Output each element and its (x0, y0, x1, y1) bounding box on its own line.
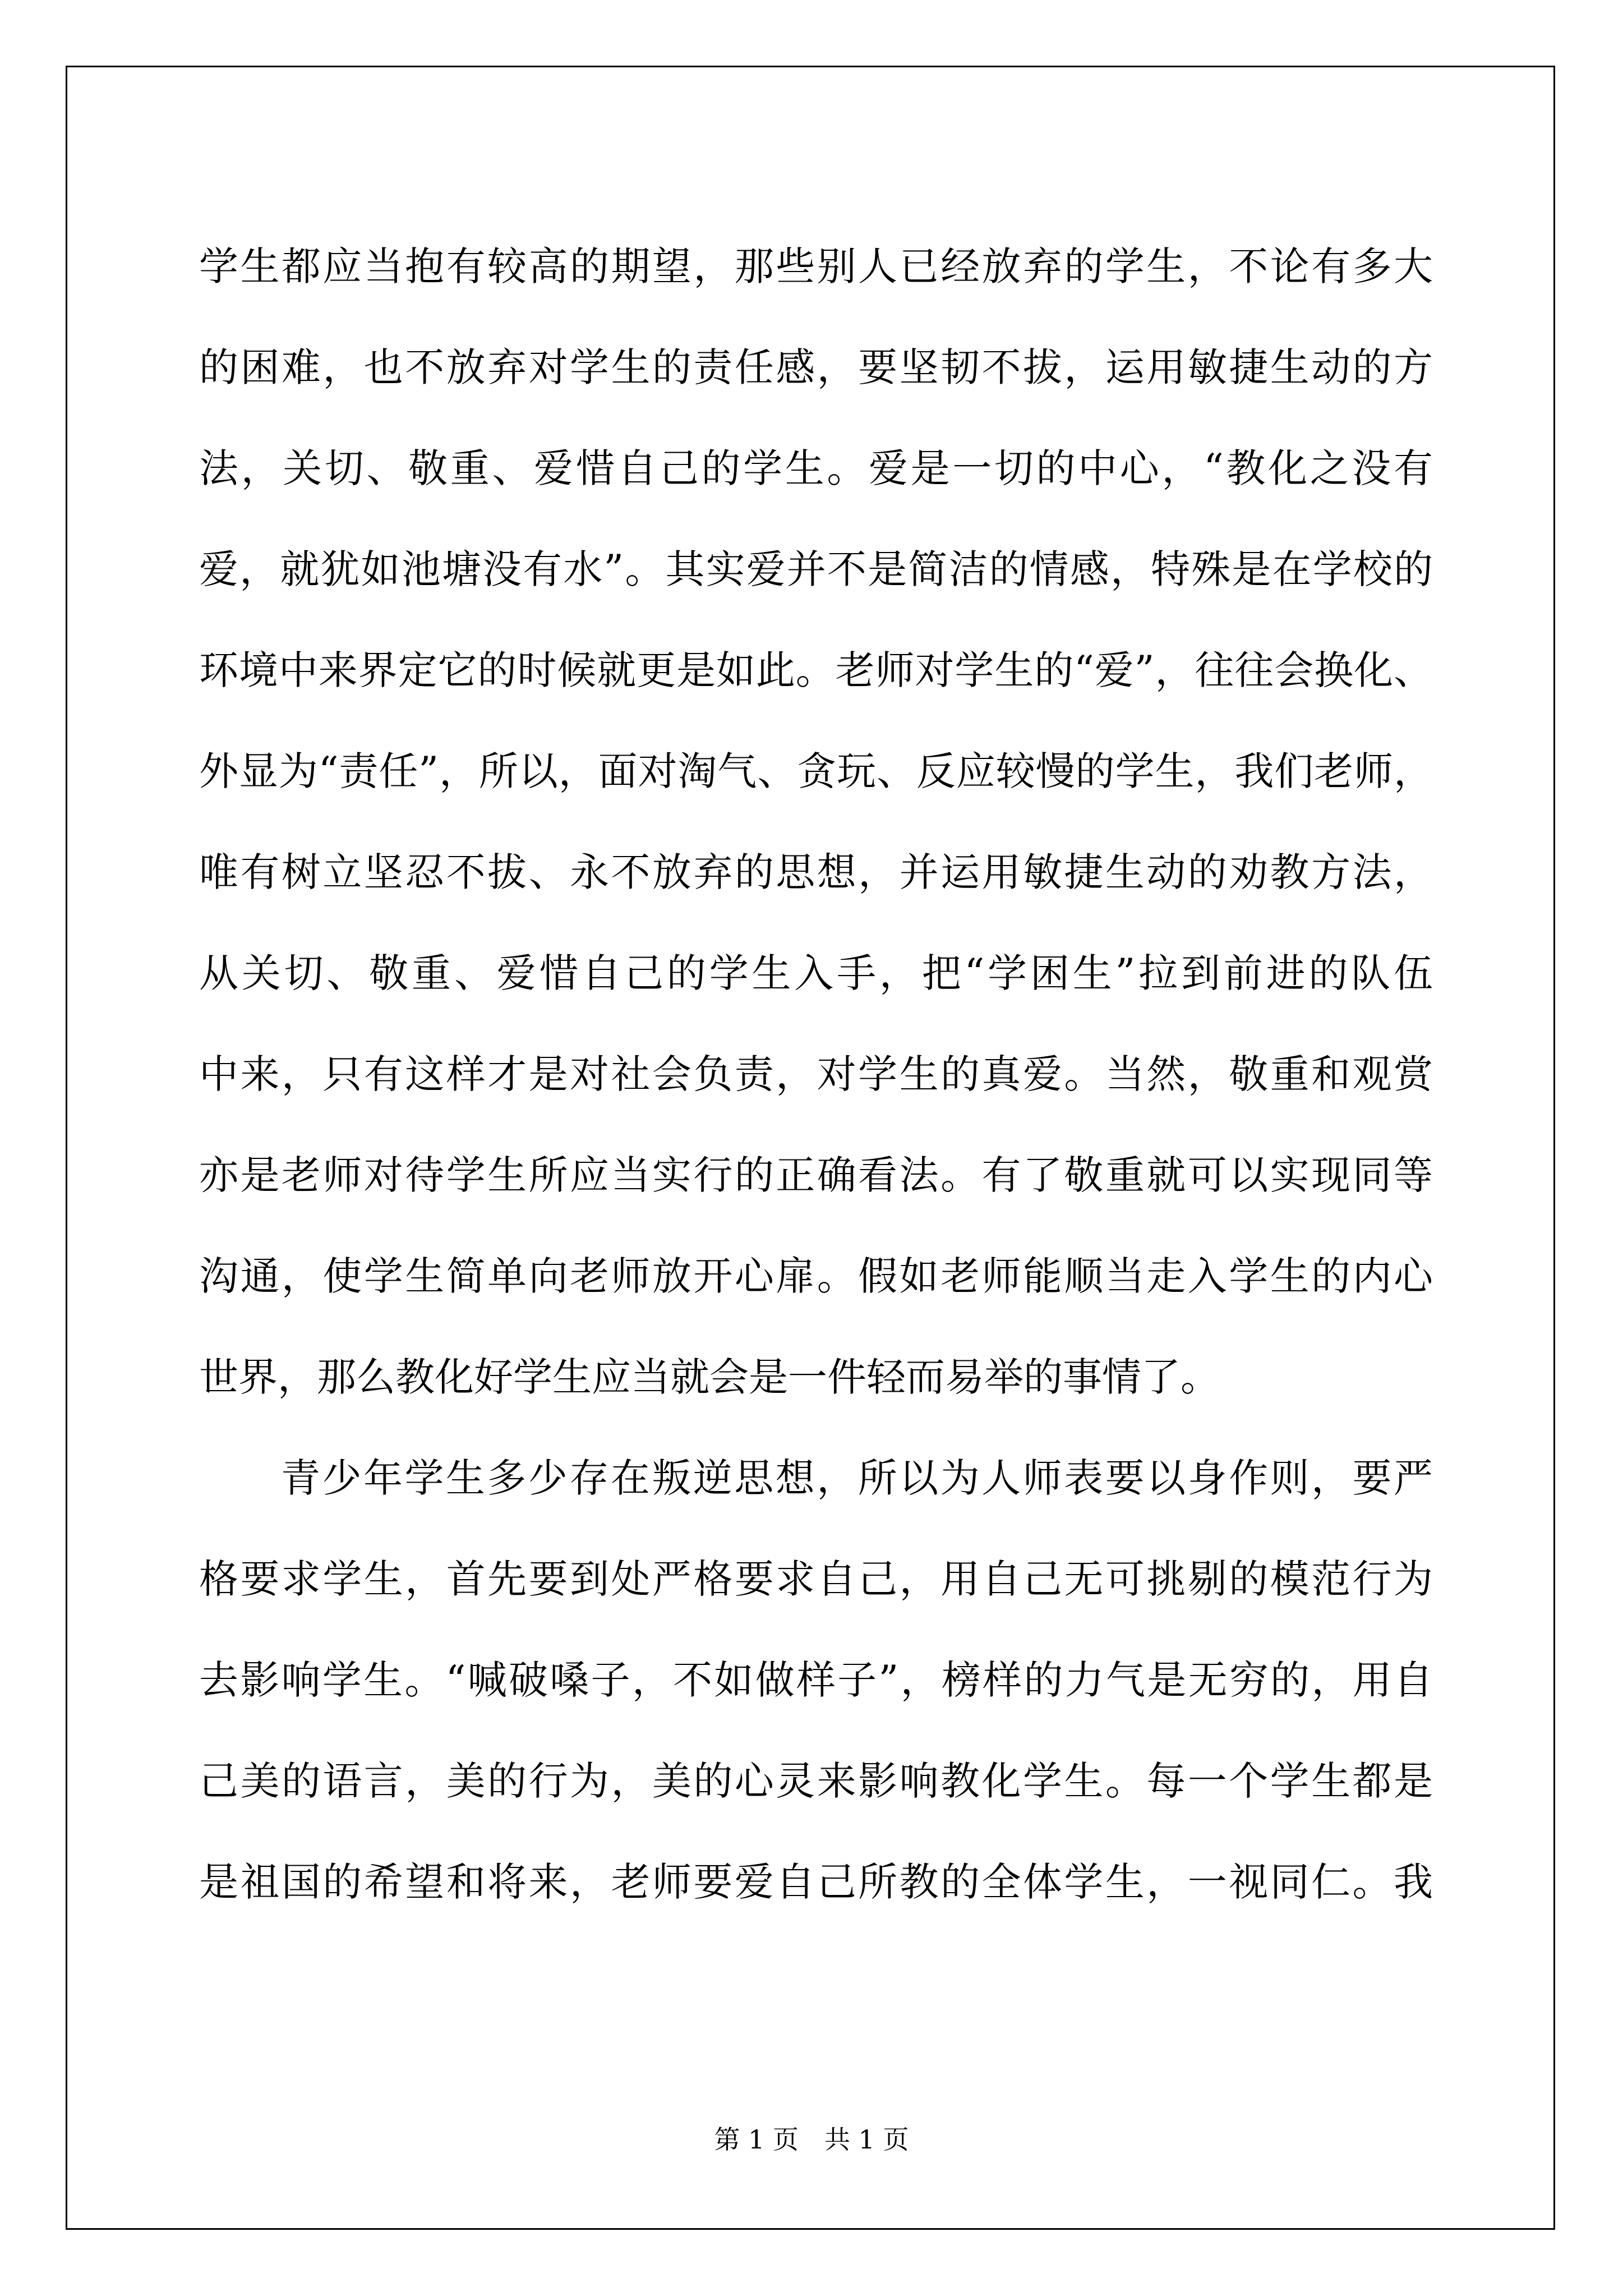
text-line-13: 青少年学生多少存在叛逆思想，所以为人师表要以身作则，要严 (281, 1455, 1433, 1501)
text-line-2: 的困难，也不放弃对学生的责任感，要坚韧不拔，运用敏捷生动的方 (199, 344, 1433, 390)
text-line-10: 亦是老师对待学生所应当实行的正确看法。有了敬重就可以实现同等 (199, 1152, 1433, 1198)
text-line-6: 外显为“责任”，所以，面对淘气、贪玩、反应较慢的学生，我们老师， (199, 748, 1433, 794)
text-line-16: 己美的语言，美的行为，美的心灵来影响教化学生。每一个学生都是 (199, 1758, 1433, 1804)
text-line-1: 学生都应当抱有较高的期望，那些别人已经放弃的学生，不论有多大 (199, 243, 1433, 289)
text-line-9: 中来，只有这样才是对社会负责，对学生的真爱。当然，敬重和观赏 (199, 1051, 1433, 1097)
text-line-12: 世界，那么教化好学生应当就会是一件轻而易举的事情了。 (199, 1354, 1220, 1400)
text-line-17: 是祖国的希望和将来，老师要爱自己所教的全体学生，一视同仁。我 (199, 1859, 1433, 1905)
text-line-15: 去影响学生。“喊破嗓子，不如做样子”，榜样的力气是无穷的，用自 (199, 1657, 1433, 1703)
text-line-7: 唯有树立坚忍不拔、永不放弃的思想，并运用敏捷生动的劝教方法， (199, 849, 1433, 895)
text-line-5: 环境中来界定它的时候就更是如此。老师对学生的“爱”，往往会换化、 (199, 647, 1433, 693)
page-footer: 第 1 页 共 1 页 (714, 2124, 909, 2155)
text-line-3: 法，关切、敬重、爱惜自己的学生。爱是一切的中心，“教化之没有 (199, 445, 1433, 491)
text-line-8: 从关切、敬重、爱惜自己的学生入手，把“学困生”拉到前进的队伍 (199, 950, 1433, 996)
text-line-14: 格要求学生，首先要到处严格要求自己，用自己无可挑剔的模范行为 (199, 1556, 1433, 1602)
text-line-11: 沟通，使学生简单向老师放开心扉。假如老师能顺当走入学生的内心 (199, 1253, 1433, 1299)
text-line-4: 爱，就犹如池塘没有水”。其实爱并不是简洁的情感，特殊是在学校的 (199, 546, 1433, 592)
body-text (199, 216, 1433, 1932)
